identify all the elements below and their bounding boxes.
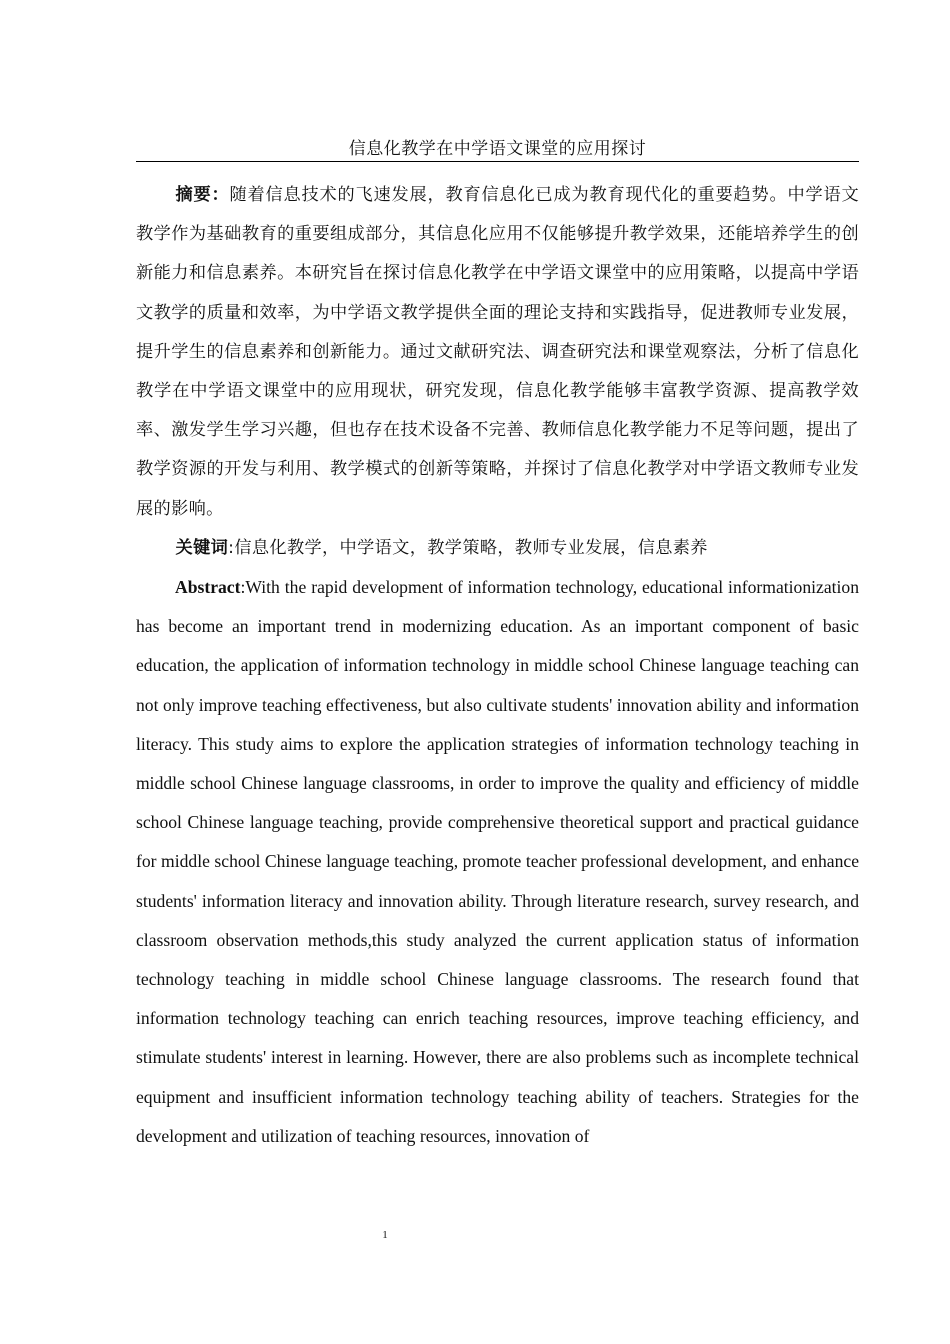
- keywords-cn-paragraph: [136, 529, 859, 568]
- keywords-cn-text: 信息化教学，中学语文，教学策略，教师专业发展，信息素养: [234, 537, 708, 558]
- keywords-cn-label: 关键词: [175, 537, 229, 558]
- running-header: 信息化教学在中学语文课堂的应用探讨: [136, 138, 859, 162]
- abstract-en-paragraph: [136, 568, 859, 1156]
- document-body: [136, 176, 859, 1156]
- page-number: 1: [382, 1229, 388, 1241]
- abstract-en-label: Abstract: [175, 577, 241, 598]
- abstract-en-text: :With the rapid development of information technology, educational informationization has become an important trend in modernizing education. As an important component of basic education, the application of information technology in middle school Chinese language teaching can not only improve teaching effectiveness, but also cultivate students' innovation ability and information literacy. This study aims to explore the application strategies of information technology teaching in middle school Chinese language classrooms, in order to improve the quality and efficiency of middle school Chinese language teaching, provide comprehensive theoretical support and practical guidance for middle school Chinese language teaching, promote teacher professional development, and enhance students' information literacy and innovation ability. Through literature research, survey research, and classroom observation methods,this study analyzed the current application status of information technology teaching in middle school Chinese language classrooms. The research found that information technology teaching can enrich teaching resources, improve teaching efficiency, and stimulate students' interest in learning. However, there are also problems such as incomplete technical equipment and insufficient information technology teaching ability of teachers. Strategies for the development and utilization of teaching resources, innovation of: [136, 577, 859, 1146]
- keywords-cn-separator: :: [228, 537, 235, 558]
- abstract-cn-label: 摘要：: [175, 185, 230, 205]
- abstract-cn-paragraph: [136, 176, 859, 529]
- abstract-cn-text: 随着信息技术的飞速发展，教育信息化已成为教育现代化的重要趋势。中学语文教学作为基础教育的重要组成部分，其信息化应用不仅能够提升教学效果，还能培养学生的创新能力和信息素养。本研究旨在探讨信息化教学在中学语文课堂中的应用策略，以提高中学语文教学的质量和效率，为中学语文教学提供全面的理论支持和实践指导，促进教师专业发展，提升学生的信息素养和创新能力。通过文献研究法、调查研究法和课堂观察法，分析了信息化教学在中学语文课堂中的应用现状，研究发现，信息化教学能够丰富教学资源、提高教学效率、激发学生学习兴趣，但也存在技术设备不完善、教师信息化教学能力不足等问题，提出了教学资源的开发与利用、教学模式的创新等策略，并探讨了信息化教学对中学语文教师专业发展的影响。: [136, 185, 859, 519]
